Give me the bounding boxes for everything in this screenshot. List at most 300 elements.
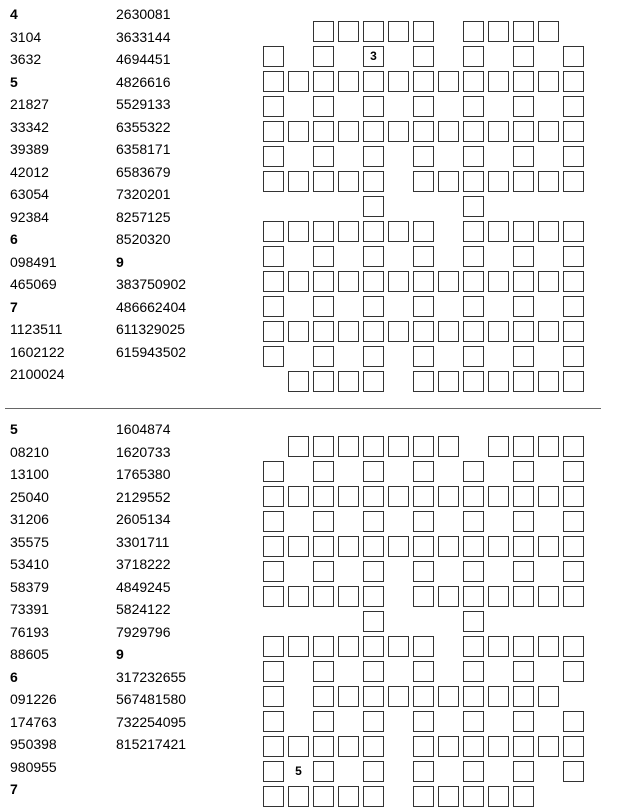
grid-cell[interactable]: [363, 561, 384, 582]
grid-cell[interactable]: [288, 736, 309, 757]
grid-cell[interactable]: [288, 436, 309, 457]
grid-cell[interactable]: [563, 346, 584, 367]
grid-cell[interactable]: [513, 436, 534, 457]
grid-cell[interactable]: [388, 71, 409, 92]
grid-cell[interactable]: [463, 171, 484, 192]
grid-cell[interactable]: [363, 436, 384, 457]
grid-cell[interactable]: [513, 636, 534, 657]
word-list-entry: 2129552: [116, 488, 171, 505]
grid-cell[interactable]: [438, 686, 459, 707]
grid-cell[interactable]: [263, 146, 284, 167]
grid-cell[interactable]: [563, 146, 584, 167]
puzzle2-wordlist-col2: [116, 418, 186, 756]
grid-cell[interactable]: [413, 586, 434, 607]
grid-cell[interactable]: [388, 536, 409, 557]
grid-cell[interactable]: [388, 636, 409, 657]
grid-cell[interactable]: [538, 536, 559, 557]
grid-cell[interactable]: [513, 346, 534, 367]
word-list-entry: 88605: [10, 646, 49, 662]
grid-cell[interactable]: [388, 436, 409, 457]
grid-cell[interactable]: [563, 511, 584, 532]
grid-cell[interactable]: [288, 321, 309, 342]
grid-cell[interactable]: [563, 486, 584, 507]
grid-cell[interactable]: [513, 561, 534, 582]
grid-cell[interactable]: [463, 196, 484, 217]
word-length-header: 5: [10, 421, 18, 437]
grid-cell[interactable]: [563, 586, 584, 607]
grid-cell[interactable]: [313, 686, 334, 707]
grid-cell[interactable]: [463, 96, 484, 117]
grid-cell[interactable]: [313, 21, 334, 42]
grid-cell[interactable]: [463, 511, 484, 532]
grid-cell[interactable]: [313, 461, 334, 482]
grid-cell[interactable]: [563, 761, 584, 782]
grid-cell[interactable]: [463, 736, 484, 757]
grid-cell[interactable]: [438, 271, 459, 292]
grid-cell[interactable]: [438, 436, 459, 457]
grid-cell[interactable]: [313, 511, 334, 532]
word-list-entry: 4826616: [116, 73, 171, 90]
grid-cell[interactable]: [513, 21, 534, 42]
grid-cell[interactable]: [413, 371, 434, 392]
grid-cell[interactable]: [263, 296, 284, 317]
grid-cell[interactable]: [338, 636, 359, 657]
grid-cell[interactable]: [538, 371, 559, 392]
grid-cell[interactable]: [363, 636, 384, 657]
grid-cell[interactable]: [463, 371, 484, 392]
grid-cell[interactable]: [463, 786, 484, 807]
word-list-entry: 1765380: [116, 466, 171, 482]
grid-cell[interactable]: [563, 271, 584, 292]
grid-cell[interactable]: [338, 121, 359, 142]
grid-cell[interactable]: [438, 371, 459, 392]
grid-cell[interactable]: [488, 486, 509, 507]
grid-cell[interactable]: [313, 486, 334, 507]
grid-cell[interactable]: [263, 561, 284, 582]
grid-cell[interactable]: [388, 321, 409, 342]
grid-cell[interactable]: [413, 321, 434, 342]
grid-cell[interactable]: [363, 686, 384, 707]
grid-cell[interactable]: [363, 246, 384, 267]
grid-cell[interactable]: [413, 461, 434, 482]
grid-cell[interactable]: [563, 711, 584, 732]
grid-cell[interactable]: [513, 586, 534, 607]
grid-cell[interactable]: [438, 486, 459, 507]
grid-cell[interactable]: [363, 146, 384, 167]
grid-cell[interactable]: [488, 736, 509, 757]
grid-cell[interactable]: [338, 171, 359, 192]
grid-cell[interactable]: [338, 436, 359, 457]
grid-cell[interactable]: [438, 536, 459, 557]
grid-cell[interactable]: [313, 786, 334, 807]
word-length-header: 6: [10, 668, 18, 685]
grid-cell[interactable]: [538, 71, 559, 92]
word-list-entry: 6355322: [116, 118, 171, 135]
grid-cell[interactable]: [288, 271, 309, 292]
grid-cell[interactable]: [563, 561, 584, 582]
grid-cell[interactable]: [513, 486, 534, 507]
grid-cell[interactable]: [463, 636, 484, 657]
grid-cell[interactable]: [313, 661, 334, 682]
grid-cell[interactable]: [463, 761, 484, 782]
grid-cell[interactable]: [263, 511, 284, 532]
grid-cell[interactable]: [413, 271, 434, 292]
grid-cell[interactable]: [463, 21, 484, 42]
grid-cell[interactable]: [313, 46, 334, 67]
grid-cell[interactable]: [513, 536, 534, 557]
grid-cell[interactable]: [538, 221, 559, 242]
grid-cell[interactable]: [513, 246, 534, 267]
grid-cell[interactable]: [513, 511, 534, 532]
grid-cell[interactable]: [363, 271, 384, 292]
grid-cell[interactable]: [538, 636, 559, 657]
grid-cell[interactable]: [313, 321, 334, 342]
grid-cell[interactable]: [338, 221, 359, 242]
grid-cell[interactable]: [413, 246, 434, 267]
grid-cell[interactable]: [388, 686, 409, 707]
grid-cell[interactable]: [463, 46, 484, 67]
grid-cell[interactable]: [513, 146, 534, 167]
grid-cell[interactable]: [313, 561, 334, 582]
grid-cell[interactable]: [363, 196, 384, 217]
grid-cell[interactable]: [538, 321, 559, 342]
grid-cell[interactable]: [313, 536, 334, 557]
grid-cell[interactable]: [313, 296, 334, 317]
word-list-entry: 3632: [10, 51, 42, 67]
grid-cell[interactable]: [563, 71, 584, 92]
grid-cell[interactable]: [313, 96, 334, 117]
grid-cell[interactable]: [513, 221, 534, 242]
grid-cell[interactable]: [538, 271, 559, 292]
grid-cell[interactable]: [463, 586, 484, 607]
grid-cell[interactable]: [388, 271, 409, 292]
word-list-entry: 091226: [10, 691, 57, 707]
grid-cell[interactable]: [263, 636, 284, 657]
grid-cell[interactable]: [263, 46, 284, 67]
grid-cell[interactable]: [413, 536, 434, 557]
grid-cell[interactable]: [263, 171, 284, 192]
grid-cell[interactable]: [538, 171, 559, 192]
grid-cell[interactable]: [263, 221, 284, 242]
grid-cell[interactable]: [363, 121, 384, 142]
grid-cell[interactable]: [263, 96, 284, 117]
grid-cell[interactable]: [363, 221, 384, 242]
grid-cell[interactable]: [463, 71, 484, 92]
grid-cell[interactable]: [338, 586, 359, 607]
grid-cell[interactable]: [313, 71, 334, 92]
grid-cell[interactable]: [413, 636, 434, 657]
grid-cell[interactable]: [413, 221, 434, 242]
grid-cell[interactable]: [513, 121, 534, 142]
grid-cell[interactable]: [263, 536, 284, 557]
grid-cell[interactable]: [513, 686, 534, 707]
grid-cell[interactable]: [438, 171, 459, 192]
grid-cell[interactable]: [538, 686, 559, 707]
grid-cell[interactable]: [263, 346, 284, 367]
word-list-entry: 8520320: [116, 231, 171, 247]
word-list-entry: 1620733: [116, 443, 171, 460]
grid-cell[interactable]: [463, 321, 484, 342]
grid-cell[interactable]: [413, 346, 434, 367]
grid-cell[interactable]: [413, 436, 434, 457]
grid-cell[interactable]: [288, 371, 309, 392]
grid-cell[interactable]: [413, 71, 434, 92]
grid-cell[interactable]: [438, 121, 459, 142]
grid-cell[interactable]: [463, 461, 484, 482]
grid-cell[interactable]: [313, 436, 334, 457]
grid-cell[interactable]: [488, 271, 509, 292]
grid-cell[interactable]: [563, 321, 584, 342]
grid-cell[interactable]: [338, 686, 359, 707]
grid-cell[interactable]: [288, 71, 309, 92]
grid-cell[interactable]: [338, 536, 359, 557]
grid-cell[interactable]: [263, 71, 284, 92]
grid-cell[interactable]: [513, 171, 534, 192]
word-list-entry: 53410: [10, 556, 49, 572]
grid-cell[interactable]: [538, 121, 559, 142]
word-list-entry: 39389: [10, 141, 49, 157]
grid-cell[interactable]: [363, 321, 384, 342]
grid-cell[interactable]: [438, 586, 459, 607]
word-length-header: 7: [10, 781, 18, 797]
grid-cell[interactable]: [513, 96, 534, 117]
grid-cell[interactable]: [338, 21, 359, 42]
grid-cell[interactable]: [263, 586, 284, 607]
grid-cell[interactable]: [563, 96, 584, 117]
grid-cell[interactable]: [313, 221, 334, 242]
grid-cell[interactable]: [363, 96, 384, 117]
grid-cell[interactable]: [363, 21, 384, 42]
grid-cell[interactable]: [413, 761, 434, 782]
grid-cell[interactable]: [563, 461, 584, 482]
grid-cell[interactable]: [563, 661, 584, 682]
grid-cell[interactable]: [363, 486, 384, 507]
grid-cell[interactable]: [338, 736, 359, 757]
grid-cell[interactable]: [513, 371, 534, 392]
grid-cell[interactable]: [388, 486, 409, 507]
grid-cell[interactable]: [288, 121, 309, 142]
grid-cell[interactable]: [263, 121, 284, 142]
grid-cell[interactable]: [363, 346, 384, 367]
grid-cell[interactable]: [413, 96, 434, 117]
grid-cell[interactable]: [388, 221, 409, 242]
grid-cell[interactable]: [563, 171, 584, 192]
grid-cell[interactable]: [263, 761, 284, 782]
grid-cell[interactable]: [488, 686, 509, 707]
grid-cell[interactable]: [563, 46, 584, 67]
grid-cell[interactable]: [463, 246, 484, 267]
grid-cell[interactable]: [538, 436, 559, 457]
grid-cell[interactable]: [313, 711, 334, 732]
grid-cell[interactable]: [538, 586, 559, 607]
grid-cell[interactable]: [413, 561, 434, 582]
grid-cell[interactable]: [363, 586, 384, 607]
grid-cell[interactable]: [363, 611, 384, 632]
grid-cell[interactable]: [513, 271, 534, 292]
grid-cell[interactable]: [313, 761, 334, 782]
grid-cell[interactable]: [513, 661, 534, 682]
grid-cell[interactable]: [363, 71, 384, 92]
grid-cell[interactable]: [338, 71, 359, 92]
grid-cell[interactable]: [513, 711, 534, 732]
grid-cell[interactable]: [363, 171, 384, 192]
grid-cell[interactable]: [263, 486, 284, 507]
grid-cell[interactable]: [413, 46, 434, 67]
grid-cell[interactable]: [488, 321, 509, 342]
grid-cell[interactable]: [338, 321, 359, 342]
grid-cell[interactable]: [263, 321, 284, 342]
grid-cell[interactable]: [263, 246, 284, 267]
grid-cell[interactable]: [263, 661, 284, 682]
grid-cell[interactable]: [338, 371, 359, 392]
grid-cell[interactable]: [538, 21, 559, 42]
grid-cell[interactable]: [463, 486, 484, 507]
grid-cell[interactable]: [513, 736, 534, 757]
word-list-entry: 174763: [10, 713, 57, 730]
grid-cell[interactable]: [513, 71, 534, 92]
grid-cell[interactable]: [288, 586, 309, 607]
grid-cell[interactable]: [413, 511, 434, 532]
word-list-entry: 465069: [10, 276, 57, 292]
word-list-entry: 8257125: [116, 208, 171, 225]
grid-cell[interactable]: [288, 536, 309, 557]
grid-cell[interactable]: [288, 636, 309, 657]
grid-cell[interactable]: [438, 786, 459, 807]
grid-cell[interactable]: [563, 221, 584, 242]
grid-cell[interactable]: [313, 271, 334, 292]
grid-cell[interactable]: [313, 121, 334, 142]
grid-cell[interactable]: [513, 461, 534, 482]
grid-cell[interactable]: [463, 561, 484, 582]
grid-cell[interactable]: [463, 711, 484, 732]
grid-cell[interactable]: [488, 21, 509, 42]
grid-cell[interactable]: [563, 121, 584, 142]
grid-cell[interactable]: [263, 686, 284, 707]
grid-cell[interactable]: [563, 736, 584, 757]
grid-cell[interactable]: [338, 786, 359, 807]
grid-cell[interactable]: [413, 171, 434, 192]
grid-cell[interactable]: [388, 121, 409, 142]
grid-cell[interactable]: [563, 536, 584, 557]
grid-cell[interactable]: [313, 636, 334, 657]
grid-cell[interactable]: [513, 321, 534, 342]
grid-cell[interactable]: [363, 296, 384, 317]
grid-cell[interactable]: [413, 661, 434, 682]
grid-cell[interactable]: [488, 71, 509, 92]
grid-cell[interactable]: [488, 371, 509, 392]
grid-cell[interactable]: [288, 486, 309, 507]
grid-cell[interactable]: [463, 686, 484, 707]
grid-cell[interactable]: [438, 736, 459, 757]
grid-cell[interactable]: [363, 511, 384, 532]
grid-cell[interactable]: [313, 371, 334, 392]
grid-cell[interactable]: [363, 786, 384, 807]
grid-cell[interactable]: [413, 296, 434, 317]
grid-cell[interactable]: [463, 221, 484, 242]
grid-cell[interactable]: [363, 711, 384, 732]
grid-cell[interactable]: [438, 71, 459, 92]
grid-cell[interactable]: [263, 736, 284, 757]
grid-cell[interactable]: [488, 221, 509, 242]
word-list-entry: 08210: [10, 443, 49, 460]
grid-cell[interactable]: [463, 661, 484, 682]
grid-cell[interactable]: [563, 371, 584, 392]
grid-cell[interactable]: [338, 271, 359, 292]
grid-cell[interactable]: [413, 146, 434, 167]
grid-cell[interactable]: [463, 146, 484, 167]
grid-cell[interactable]: [563, 296, 584, 317]
grid-cell[interactable]: [288, 171, 309, 192]
grid-cell[interactable]: [563, 246, 584, 267]
grid-cell[interactable]: [413, 121, 434, 142]
grid-cell[interactable]: [513, 296, 534, 317]
grid-cell[interactable]: [288, 786, 309, 807]
word-list-entry: 35575: [10, 533, 49, 550]
grid-cell[interactable]: [413, 786, 434, 807]
grid-cell[interactable]: [363, 371, 384, 392]
grid-cell[interactable]: [538, 736, 559, 757]
grid-cell[interactable]: [313, 246, 334, 267]
grid-cell[interactable]: [488, 536, 509, 557]
grid-cell[interactable]: [263, 786, 284, 807]
grid-cell[interactable]: [488, 786, 509, 807]
grid-cell[interactable]: [488, 171, 509, 192]
section-divider: [5, 408, 601, 409]
grid-cell[interactable]: [313, 346, 334, 367]
grid-cell[interactable]: [413, 486, 434, 507]
grid-cell[interactable]: [413, 711, 434, 732]
grid-cell[interactable]: [463, 611, 484, 632]
grid-cell[interactable]: [513, 46, 534, 67]
grid-cell[interactable]: [313, 586, 334, 607]
grid-cell[interactable]: [488, 121, 509, 142]
grid-cell[interactable]: [488, 586, 509, 607]
grid-cell[interactable]: [438, 321, 459, 342]
grid-cell[interactable]: [463, 121, 484, 142]
grid-cell[interactable]: [288, 221, 309, 242]
grid-cell[interactable]: [413, 686, 434, 707]
grid-cell[interactable]: [388, 21, 409, 42]
grid-cell[interactable]: [413, 736, 434, 757]
grid-cell[interactable]: [338, 486, 359, 507]
grid-cell[interactable]: [313, 736, 334, 757]
grid-cell[interactable]: [313, 146, 334, 167]
grid-cell[interactable]: [513, 761, 534, 782]
grid-cell[interactable]: [363, 661, 384, 682]
grid-cell[interactable]: [463, 346, 484, 367]
grid-cell[interactable]: [313, 171, 334, 192]
grid-cell[interactable]: [563, 436, 584, 457]
grid-cell[interactable]: [563, 636, 584, 657]
grid-cell[interactable]: [463, 536, 484, 557]
grid-cell[interactable]: [538, 486, 559, 507]
grid-cell[interactable]: [363, 736, 384, 757]
grid-cell[interactable]: [263, 461, 284, 482]
grid-cell[interactable]: [363, 461, 384, 482]
grid-cell[interactable]: [488, 436, 509, 457]
word-list-entry: 2100024: [10, 366, 65, 382]
grid-cell[interactable]: [413, 21, 434, 42]
grid-cell[interactable]: [363, 536, 384, 557]
grid-cell[interactable]: [263, 711, 284, 732]
grid-cell[interactable]: [263, 271, 284, 292]
grid-cell[interactable]: [513, 786, 534, 807]
grid-cell[interactable]: [488, 636, 509, 657]
grid-cell[interactable]: [463, 271, 484, 292]
grid-cell[interactable]: [463, 296, 484, 317]
grid-cell[interactable]: [363, 761, 384, 782]
word-length-header: 9: [116, 646, 124, 662]
